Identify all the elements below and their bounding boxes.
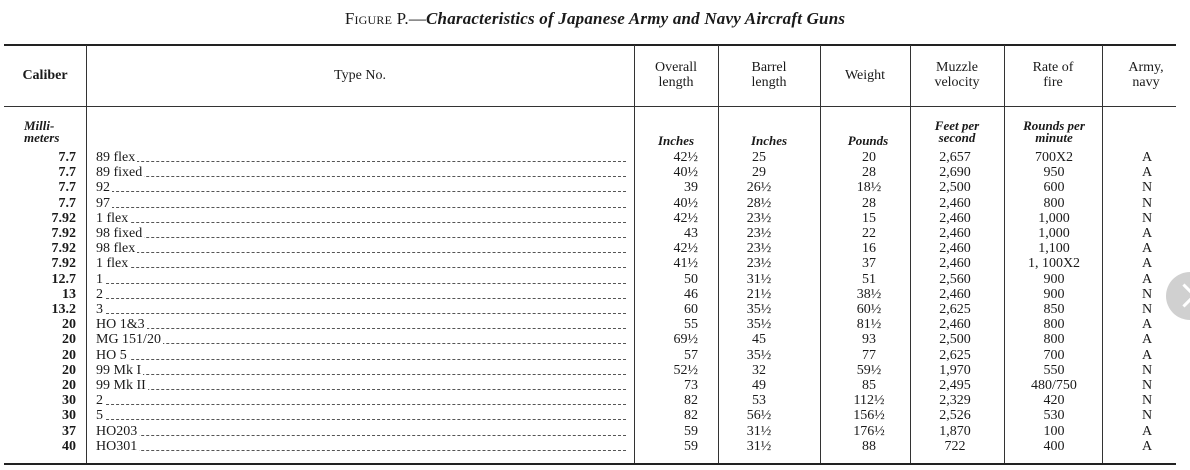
cell-caliber: 7.92 (51, 241, 76, 257)
type-label: 1 flex (96, 256, 129, 272)
table-row (0, 302, 1190, 317)
table-row (0, 180, 1190, 195)
cell-rate-of-fire: 700X2 (1034, 150, 1074, 165)
type-label: 5 (96, 408, 103, 424)
cell-overall-length: 42½ (673, 210, 698, 226)
cell-overall-length: 39 (684, 180, 698, 196)
cell-overall-length: 46 (684, 286, 698, 302)
cell-caliber: 13.2 (51, 302, 76, 317)
cell-muzzle-velocity: 2,657 (939, 150, 971, 165)
header-overall-length: Overall length (655, 60, 697, 90)
type-label: HO203 (96, 423, 138, 439)
figure-caption: Characteristics of Japanese Army and Navy Aircraft Guns (426, 9, 846, 28)
cell-barrel-length: 49 (752, 378, 766, 393)
cell-overall-length: 60 (684, 302, 698, 317)
table-row (0, 378, 1190, 393)
cell-overall-length: 82 (684, 408, 698, 424)
cell-weight: 28 (862, 195, 876, 211)
dot-leader (96, 302, 626, 314)
table-row (0, 393, 1190, 408)
cell-barrel-length: 56½ (746, 408, 772, 424)
type-label: 99 Mk II (96, 378, 146, 393)
cell-rate-of-fire: 550 (1043, 362, 1065, 378)
cell-overall-length: 40½ (673, 165, 698, 181)
dot-leader (96, 196, 626, 208)
cell-overall-length: 52½ (673, 362, 698, 378)
cell-rate-of-fire: 700 (1043, 347, 1065, 363)
cell-rate-of-fire: 800 (1043, 195, 1065, 211)
cell-army-navy: N (1141, 180, 1153, 196)
cell-overall-length: 41½ (673, 256, 698, 272)
cell-rate-of-fire: 950 (1043, 165, 1065, 181)
cell-overall-length: 59 (684, 438, 698, 454)
cell-rate-of-fire: 850 (1043, 302, 1065, 317)
cell-weight: 81½ (856, 317, 882, 333)
cell-army-navy: N (1141, 408, 1153, 424)
cell-army-navy: N (1141, 362, 1153, 378)
cell-weight: 88 (862, 438, 876, 454)
figure-title (0, 9, 1190, 29)
type-label: 1 (96, 271, 103, 287)
cell-overall-length: 82 (684, 393, 698, 409)
unit-weight: Pounds (847, 133, 889, 148)
cell-muzzle-velocity: 2,625 (939, 302, 971, 317)
cell-muzzle-velocity: 2,460 (939, 241, 971, 257)
cell-overall-length: 59 (684, 423, 698, 439)
dot-leader (96, 165, 626, 177)
cell-army-navy: N (1141, 286, 1153, 302)
table-row (0, 272, 1190, 287)
cell-barrel-length: 23½ (746, 226, 772, 241)
dot-leader (96, 348, 626, 360)
cell-rate-of-fire: 480/750 (1031, 378, 1077, 393)
table-row (0, 332, 1190, 347)
cell-type (96, 317, 626, 332)
cell-muzzle-velocity: 2,690 (939, 165, 971, 181)
header-army-navy: Army, navy (1128, 60, 1164, 90)
table-row (0, 241, 1190, 256)
cell-army-navy: A (1141, 150, 1153, 165)
cell-caliber: 7.7 (58, 165, 76, 181)
cell-type (96, 393, 626, 408)
cell-muzzle-velocity: 2,460 (939, 195, 971, 211)
table-bottom-rule (4, 463, 1176, 465)
cell-muzzle-velocity: 2,500 (939, 180, 971, 196)
cell-type (96, 378, 626, 393)
cell-weight: 85 (862, 378, 876, 393)
cell-type (96, 348, 626, 363)
cell-type (96, 180, 626, 195)
cell-barrel-length: 29 (752, 165, 766, 181)
cell-muzzle-velocity: 2,500 (939, 332, 971, 348)
chevron-right-icon (1172, 283, 1190, 307)
cell-barrel-length: 53 (752, 393, 766, 409)
dot-leader (96, 424, 626, 436)
figure-label: Figure P. (344, 9, 409, 28)
cell-caliber: 13 (62, 286, 76, 302)
cell-army-navy: A (1141, 332, 1153, 348)
table-top-rule (4, 44, 1176, 46)
cell-army-navy: A (1141, 423, 1153, 439)
dot-leader (96, 241, 626, 253)
table-row (0, 150, 1190, 165)
type-label: 3 (96, 302, 103, 317)
dot-leader (96, 332, 626, 344)
cell-caliber: 7.92 (51, 256, 76, 272)
cell-type (96, 211, 626, 226)
table-row (0, 408, 1190, 423)
cell-caliber: 20 (62, 317, 76, 333)
table-row (0, 348, 1190, 363)
header-rate-of-fire: Rate of fire (1032, 60, 1074, 90)
cell-barrel-length: 31½ (746, 423, 772, 439)
cell-caliber: 7.7 (58, 150, 76, 165)
cell-barrel-length: 23½ (746, 241, 772, 257)
cell-rate-of-fire: 900 (1043, 286, 1065, 302)
cell-rate-of-fire: 1,100 (1038, 241, 1070, 257)
cell-army-navy: A (1141, 256, 1153, 272)
type-label: HO301 (96, 438, 138, 454)
type-label: 98 fixed (96, 226, 143, 241)
cell-type (96, 439, 626, 454)
cell-caliber: 30 (62, 393, 76, 409)
cell-type (96, 424, 626, 439)
dot-leader (96, 363, 626, 375)
cell-overall-length: 50 (684, 271, 698, 287)
table-row (0, 211, 1190, 226)
cell-army-navy: N (1141, 393, 1153, 409)
dot-leader (96, 393, 626, 405)
cell-rate-of-fire: 1,000 (1038, 226, 1070, 241)
cell-type (96, 287, 626, 302)
cell-rate-of-fire: 100 (1043, 423, 1065, 439)
cell-muzzle-velocity: 2,526 (939, 408, 971, 424)
cell-barrel-length: 23½ (746, 210, 772, 226)
cell-caliber: 20 (62, 362, 76, 378)
cell-muzzle-velocity: 2,460 (939, 286, 971, 302)
cell-overall-length: 69½ (673, 332, 698, 348)
cell-weight: 15 (862, 210, 876, 226)
cell-type (96, 408, 626, 423)
type-label: 89 flex (96, 150, 136, 165)
cell-army-navy: N (1141, 302, 1153, 317)
header-barrel-length: Barrel length (751, 60, 787, 90)
type-label: 92 (96, 180, 110, 196)
type-label: 1 flex (96, 210, 129, 226)
type-label: 2 (96, 286, 103, 302)
table-row (0, 317, 1190, 332)
cell-weight: 176½ (853, 423, 885, 439)
header-muzzle-velocity: Muzzle velocity (934, 60, 980, 90)
cell-rate-of-fire: 900 (1043, 271, 1065, 287)
cell-weight: 20 (862, 150, 876, 165)
cell-army-navy: A (1141, 271, 1153, 287)
cell-overall-length: 55 (684, 317, 698, 333)
cell-weight: 112½ (853, 393, 885, 409)
dot-leader (96, 150, 626, 162)
cell-caliber: 7.7 (58, 195, 76, 211)
cell-weight: 51 (862, 271, 876, 287)
cell-army-navy: A (1141, 438, 1153, 454)
cell-weight: 18½ (856, 180, 882, 196)
table-row (0, 439, 1190, 454)
table-row (0, 256, 1190, 271)
header-rule (4, 106, 1176, 107)
cell-army-navy: A (1141, 226, 1153, 241)
cell-barrel-length: 21½ (746, 286, 772, 302)
cell-caliber: 20 (62, 332, 76, 348)
cell-muzzle-velocity: 2,625 (939, 347, 971, 363)
cell-caliber: 7.92 (51, 226, 76, 241)
cell-caliber: 12.7 (51, 271, 76, 287)
cell-rate-of-fire: 1,000 (1038, 210, 1070, 226)
cell-weight: 59½ (856, 362, 882, 378)
cell-caliber: 40 (62, 438, 76, 454)
cell-type (96, 241, 626, 256)
cell-army-navy: N (1141, 378, 1153, 393)
cell-army-navy: N (1141, 210, 1153, 226)
cell-muzzle-velocity: 2,460 (939, 226, 971, 241)
cell-barrel-length: 25 (752, 150, 766, 165)
header-caliber: Caliber (22, 67, 68, 83)
cell-muzzle-velocity: 2,495 (939, 378, 971, 393)
type-label: 99 Mk I (96, 362, 142, 378)
cell-muzzle-velocity: 2,560 (939, 271, 971, 287)
cell-overall-length: 42½ (673, 241, 698, 257)
cell-rate-of-fire: 800 (1043, 317, 1065, 333)
cell-type (96, 363, 626, 378)
cell-rate-of-fire: 400 (1043, 438, 1065, 454)
cell-caliber: 37 (62, 423, 76, 439)
type-label: HO 5 (96, 347, 127, 363)
cell-rate-of-fire: 420 (1043, 393, 1065, 409)
type-label: 98 flex (96, 241, 136, 257)
cell-barrel-length: 23½ (746, 256, 772, 272)
cell-army-navy: A (1141, 165, 1153, 181)
unit-overall: Inches (657, 133, 695, 148)
cell-overall-length: 43 (684, 226, 698, 241)
type-label: HO 1&3 (96, 317, 145, 333)
cell-weight: 16 (862, 241, 876, 257)
cell-rate-of-fire: 1, 100X2 (1027, 256, 1081, 272)
cell-muzzle-velocity: 1,870 (939, 423, 971, 439)
table-row (0, 196, 1190, 211)
cell-caliber: 7.7 (58, 180, 76, 196)
unit-barrel: Inches (750, 133, 788, 148)
cell-overall-length: 40½ (673, 195, 698, 211)
cell-muzzle-velocity: 2,460 (939, 317, 971, 333)
type-label: MG 151/20 (96, 332, 161, 348)
cell-overall-length: 57 (684, 347, 698, 363)
cell-muzzle-velocity: 2,460 (939, 210, 971, 226)
cell-weight: 38½ (856, 286, 882, 302)
type-label: 89 fixed (96, 165, 143, 181)
cell-rate-of-fire: 600 (1043, 180, 1065, 196)
cell-rate-of-fire: 800 (1043, 332, 1065, 348)
dot-leader (96, 226, 626, 238)
cell-weight: 37 (862, 256, 876, 272)
cell-weight: 156½ (853, 408, 885, 424)
cell-barrel-length: 45 (752, 332, 766, 348)
dot-leader (96, 287, 626, 299)
unit-velocity: Feet per second (934, 118, 980, 145)
cell-caliber: 20 (62, 347, 76, 363)
cell-army-navy: N (1141, 195, 1153, 211)
type-label: 2 (96, 393, 103, 409)
cell-overall-length: 42½ (673, 150, 698, 165)
dot-leader (96, 378, 626, 390)
cell-army-navy: A (1141, 347, 1153, 363)
header-type: Type No. (334, 67, 386, 83)
dot-leader (96, 211, 626, 223)
cell-type (96, 302, 626, 317)
unit-rate: Rounds per minute (1023, 118, 1085, 145)
cell-overall-length: 73 (684, 378, 698, 393)
dot-leader (96, 180, 626, 192)
cell-caliber: 20 (62, 378, 76, 393)
table-row (0, 287, 1190, 302)
cell-barrel-length: 35½ (746, 317, 772, 333)
cell-weight: 60½ (856, 302, 882, 317)
cell-caliber: 30 (62, 408, 76, 424)
cell-type (96, 256, 626, 271)
cell-weight: 93 (862, 332, 876, 348)
cell-type (96, 332, 626, 347)
cell-army-navy: A (1141, 317, 1153, 333)
cell-muzzle-velocity: 722 (944, 438, 966, 454)
cell-type (96, 150, 626, 165)
cell-weight: 22 (862, 226, 876, 241)
cell-barrel-length: 35½ (746, 302, 772, 317)
cell-weight: 77 (862, 347, 876, 363)
table-row (0, 424, 1190, 439)
cell-barrel-length: 35½ (746, 347, 772, 363)
cell-barrel-length: 28½ (746, 195, 772, 211)
cell-barrel-length: 31½ (746, 438, 772, 454)
dot-leader (96, 256, 626, 268)
dot-leader (96, 439, 626, 451)
unit-caliber: Milli- meters (24, 118, 60, 145)
dot-leader (96, 408, 626, 420)
cell-weight: 28 (862, 165, 876, 181)
title-dash: — (408, 9, 427, 28)
cell-rate-of-fire: 530 (1043, 408, 1065, 424)
table-row (0, 226, 1190, 241)
cell-muzzle-velocity: 2,460 (939, 256, 971, 272)
cell-barrel-length: 32 (752, 362, 766, 378)
table-row (0, 363, 1190, 378)
table-row (0, 165, 1190, 180)
header-weight: Weight (844, 67, 886, 83)
cell-type (96, 226, 626, 241)
cell-type (96, 165, 626, 180)
cell-muzzle-velocity: 1,970 (939, 362, 971, 378)
cell-muzzle-velocity: 2,329 (939, 393, 971, 409)
cell-caliber: 7.92 (51, 210, 76, 226)
cell-type (96, 196, 626, 211)
cell-type (96, 272, 626, 287)
cell-army-navy: A (1141, 241, 1153, 257)
dot-leader (96, 317, 626, 329)
cell-barrel-length: 26½ (746, 180, 772, 196)
type-label: 97 (96, 195, 110, 211)
cell-barrel-length: 31½ (746, 271, 772, 287)
dot-leader (96, 272, 626, 284)
